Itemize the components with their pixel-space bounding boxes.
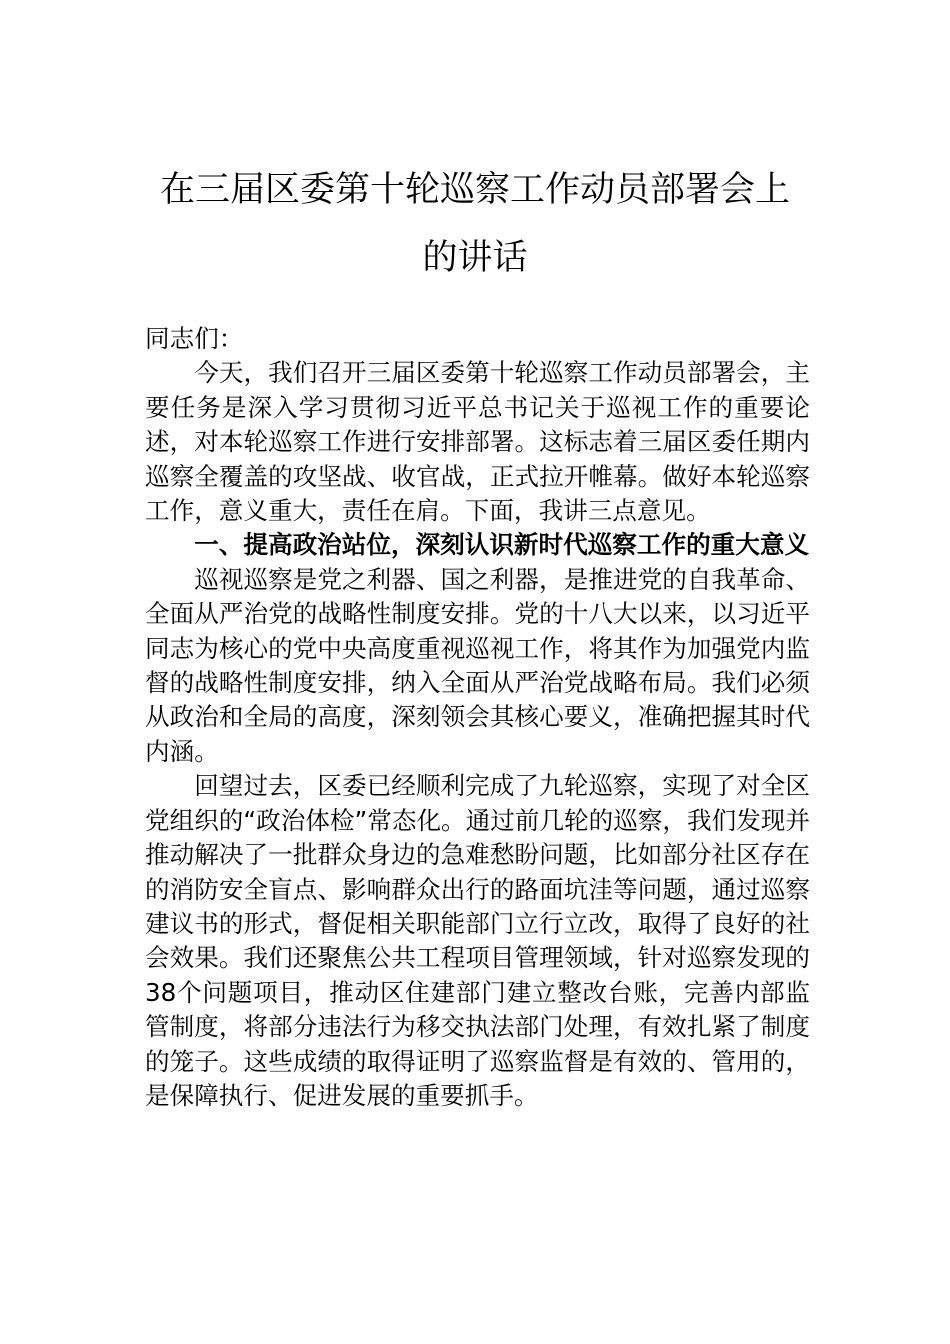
paragraph-significance: 巡视巡察是党之利器、国之利器，是推进党的自我革命、全面从严治党的战略性制度安排。党的十八大以来，以习近平同志为核心的党中央高度重视巡视工作，将其作为加强党内监督的战略性制度安排，纳入全面从严治党战略布局。我们必须从政治和全局的高度，深刻领会其核心要义，准确把握其时代内涵。	[145, 564, 810, 766]
document-body	[145, 322, 810, 1113]
document-title-line-1: 在三届区委第十轮巡察工作动员部署会上	[159, 170, 790, 210]
salutation: 同志们：	[145, 324, 244, 353]
paragraph-review: 回望过去，区委已经顺利完成了九轮巡察，实现了对全区党组织的“政治体检”常态化。通过前几轮的巡察，我们发现并推动解决了一批群众身边的急难愁盼问题，比如部分社区存在的消防安全盲点、影响群众出行的路面坑洼等问题，通过巡察建议书的形式，督促相关职能部门立行立改，取得了良好的社会效果。我们还聚焦公共工程项目管理领域，针对巡察发现的38个问题项目，推动区住建部门建立整改台账，完善内部监管制度，将部分违法行为移交执法部门处理，有效扎紧了制度的笼子。这些成绩的取得证明了巡察监督是有效的、管用的，是保障执行、促进发展的重要抓手。	[145, 771, 810, 1110]
paragraph-opening: 今天，我们召开三届区委第十轮巡察工作动员部署会，主要任务是深入学习贯彻习近平总书记关于巡视工作的重要论述，对本轮巡察工作进行安排部署。这标志着三届区委任期内巡察全覆盖的攻坚战、收官战，正式拉开帷幕。做好本轮巡察工作，意义重大，责任在肩。下面，我讲三点意见。	[145, 358, 810, 526]
section-heading-1: 一、提高政治站位，深刻认识新时代巡察工作的重大意义	[194, 530, 810, 560]
document-title-line-2: 的讲话	[422, 238, 528, 278]
